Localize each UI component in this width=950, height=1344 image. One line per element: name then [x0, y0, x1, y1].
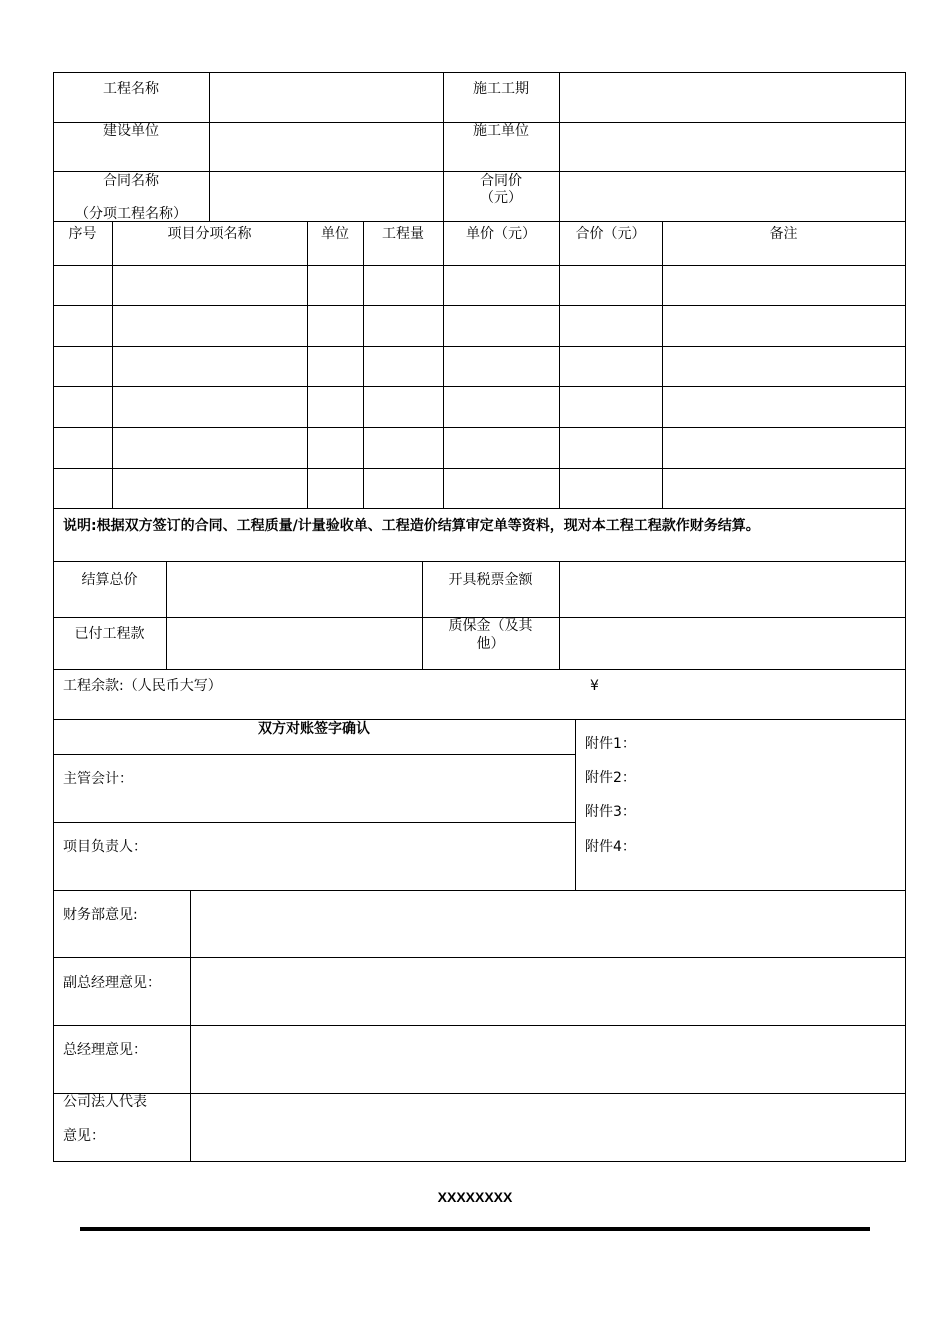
gm-opinion-label: 总经理意见： — [63, 1042, 147, 1058]
contract-name-label: 合同名称 — [103, 173, 159, 189]
construction-period-label: 施工工期 — [473, 81, 529, 97]
project-name-label: 工程名称 — [103, 81, 159, 97]
col-header-total-price: 合价（元） — [575, 226, 646, 242]
col-header-index: 序号 — [68, 226, 97, 242]
attachment-1: 附件1： — [585, 736, 636, 752]
retention-label: 质保金（及其 — [448, 618, 533, 634]
legal-rep-opinion-label: 公司法人代表 — [63, 1094, 147, 1110]
settlement-form — [53, 72, 906, 1162]
accountant-label: 主管会计： — [63, 771, 133, 787]
retention-sub-label: 他） — [476, 636, 505, 652]
contract-price-unit-label: （元） — [480, 190, 522, 206]
invoice-amount-label: 开具税票金额 — [448, 572, 533, 588]
footer-rule — [80, 1227, 870, 1231]
col-header-unit-price: 单价（元） — [466, 226, 536, 242]
client-label: 建设单位 — [103, 123, 159, 139]
contractor-label: 施工单位 — [473, 123, 529, 139]
footer-text: XXXXXXXX — [437, 1189, 513, 1205]
finance-opinion-label: 财务部意见: — [63, 907, 138, 923]
legal-rep-opinion-label-2: 意见： — [63, 1128, 105, 1144]
total-price-label: 结算总价 — [81, 572, 138, 588]
attachment-2: 附件2： — [585, 770, 636, 786]
attachment-4: 附件4： — [585, 839, 636, 855]
deputy-gm-opinion-label: 副总经理意见： — [63, 975, 161, 991]
contract-price-label: 合同价 — [480, 173, 522, 189]
contract-name-sub-label: （分项工程名称） — [75, 206, 187, 222]
col-header-remarks: 备注 — [769, 226, 798, 242]
col-header-unit: 单位 — [321, 226, 349, 242]
balance-label: 工程余款:（人民币大写） — [63, 678, 222, 694]
col-header-quantity: 工程量 — [382, 226, 424, 242]
project-manager-label: 项目负责人： — [63, 839, 147, 855]
settlement-note: 说明:根据双方签订的合同、工程质量/计量验收单、工程造价结算审定单等资料，现对本工程工程款作财务结算。 — [63, 518, 760, 534]
paid-amount-label: 已付工程款 — [74, 626, 145, 642]
col-header-item-name: 项目分项名称 — [167, 226, 252, 242]
currency-symbol: ¥ — [590, 678, 599, 694]
attachment-3: 附件3： — [585, 804, 636, 820]
confirmation-title: 双方对账签字确认 — [258, 721, 370, 737]
